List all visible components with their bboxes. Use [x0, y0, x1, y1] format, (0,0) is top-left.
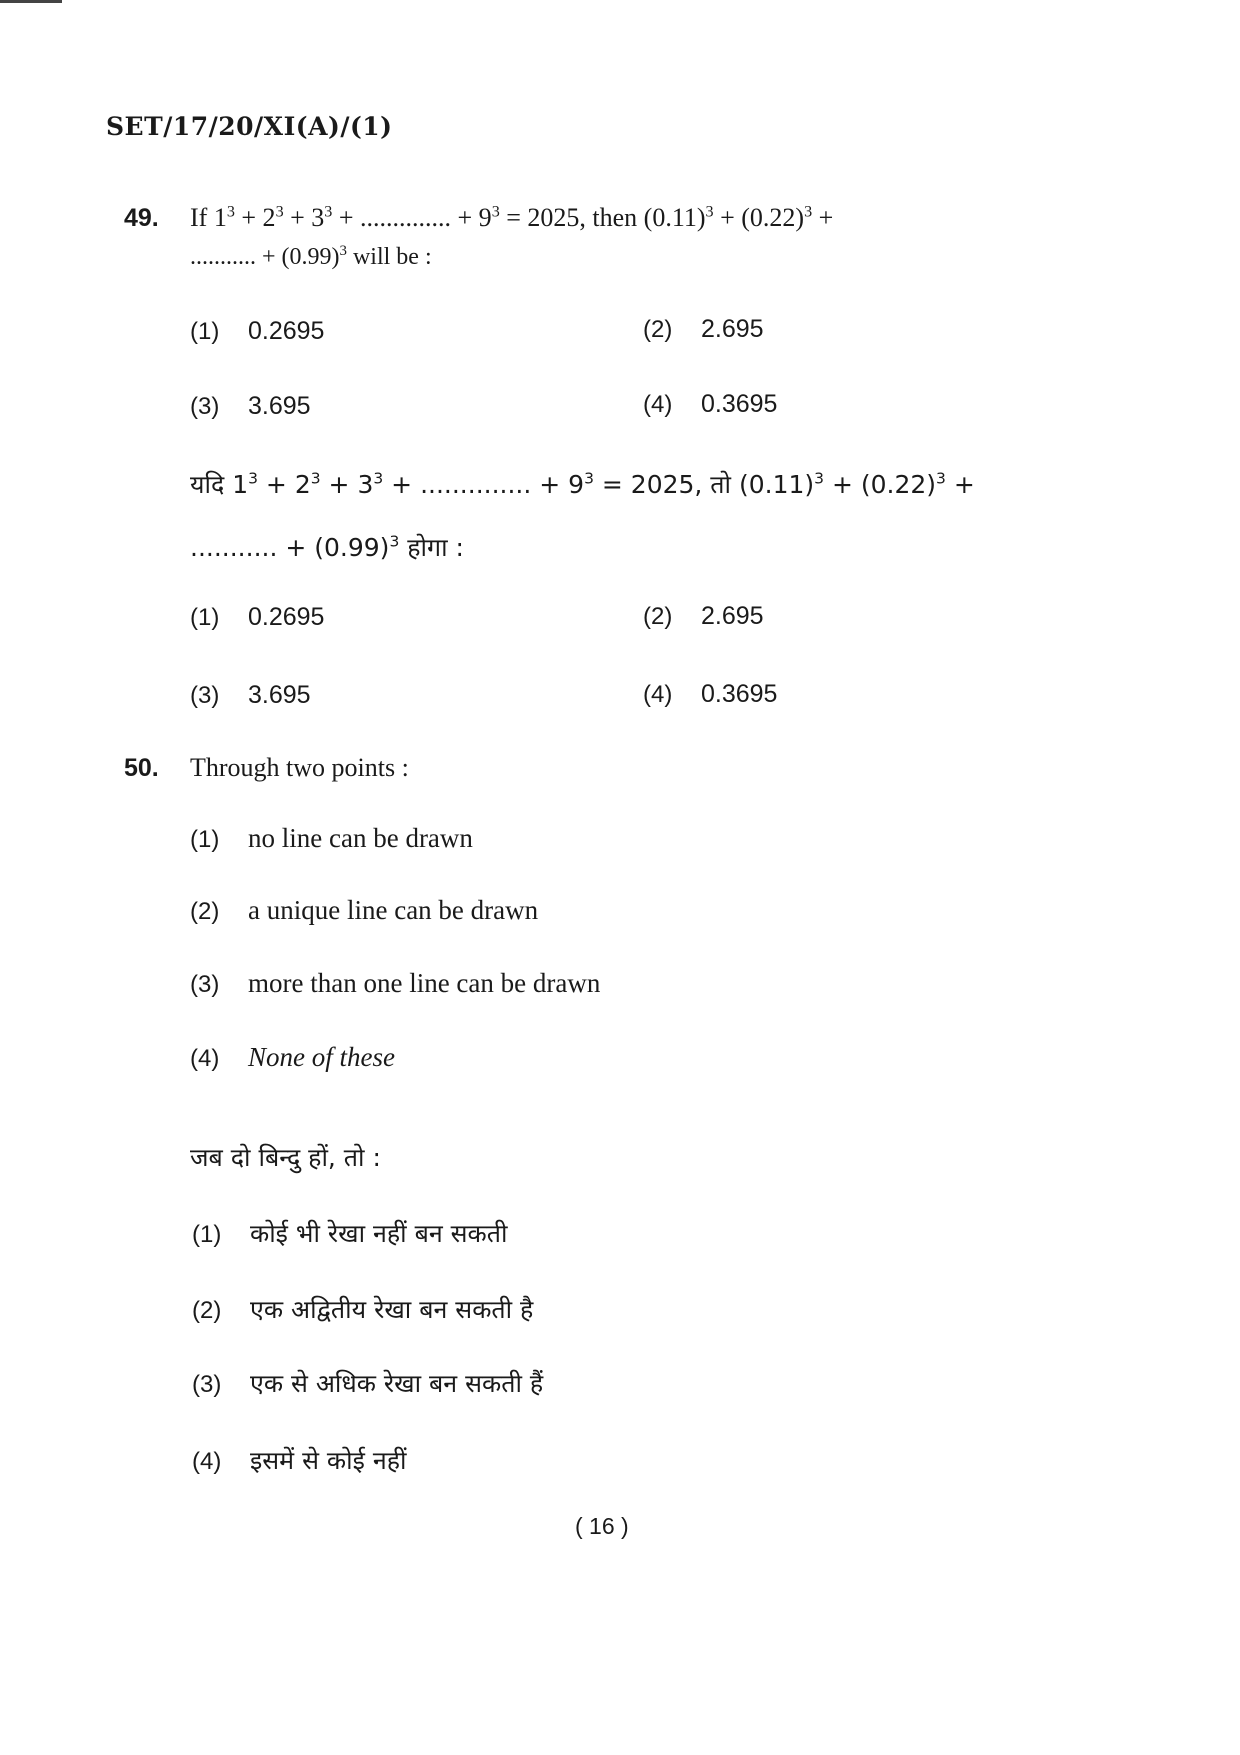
q50-hi-option-4: (4) इसमें से कोई नहीं: [192, 1446, 407, 1475]
q50-en-option-1: (1) no line can be drawn: [190, 823, 473, 853]
q49-en-option-2: (2) 2.695: [643, 315, 764, 343]
question-49-number: 49.: [124, 204, 159, 232]
scan-edge-mark: [0, 0, 62, 3]
q49-hi-stem-line2: ........... + $(0.99)^3$ होगा :: [190, 532, 464, 562]
q49-en-option-1: (1) 0.2695: [190, 317, 325, 345]
q49-en-stem-line2: ........... + $(0.99)^3$ will be :: [190, 243, 432, 270]
q49-en-stem-line1: If $1^3 + 2^3 + 3^3$ + .............. + $9^3 = 2025$, then $(0.11)^3 + (0.22)^3$ +: [190, 203, 834, 232]
q50-en-option-4: (4) None of these: [190, 1042, 395, 1072]
q49-hi-stem-line1: यदि $1^3 + 2^3 + 3^3$ + .............. + $9^3 = 2025$, तो $(0.11)^3 + (0.22)^3$ +: [190, 469, 975, 499]
q49-hi-option-3: (3) 3.695: [190, 681, 311, 709]
question-50-number: 50.: [124, 754, 159, 782]
q50-en-stem: Through two points :: [190, 753, 409, 782]
q50-hi-option-1: (1) कोई भी रेखा नहीं बन सकती: [192, 1219, 508, 1248]
q50-hi-option-3: (3) एक से अधिक रेखा बन सकती हैं: [192, 1369, 544, 1398]
page-number: ( 16 ): [575, 1513, 629, 1539]
q50-hi-option-2: (2) एक अद्वितीय रेखा बन सकती है: [192, 1295, 534, 1324]
q49-hi-option-4: (4) 0.3695: [643, 680, 778, 708]
q49-hi-option-2: (2) 2.695: [643, 602, 764, 630]
q50-hi-stem: जब दो बिन्दु हों, तो :: [190, 1143, 381, 1172]
set-code-header: SET/17/20/XI(A)/(1): [106, 112, 393, 141]
q49-hi-option-1: (1) 0.2695: [190, 603, 325, 631]
q50-en-option-3: (3) more than one line can be drawn: [190, 968, 601, 998]
q49-en-option-4: (4) 0.3695: [643, 390, 778, 418]
q50-en-option-2: (2) a unique line can be drawn: [190, 895, 539, 925]
q49-en-option-3: (3) 3.695: [190, 392, 311, 420]
